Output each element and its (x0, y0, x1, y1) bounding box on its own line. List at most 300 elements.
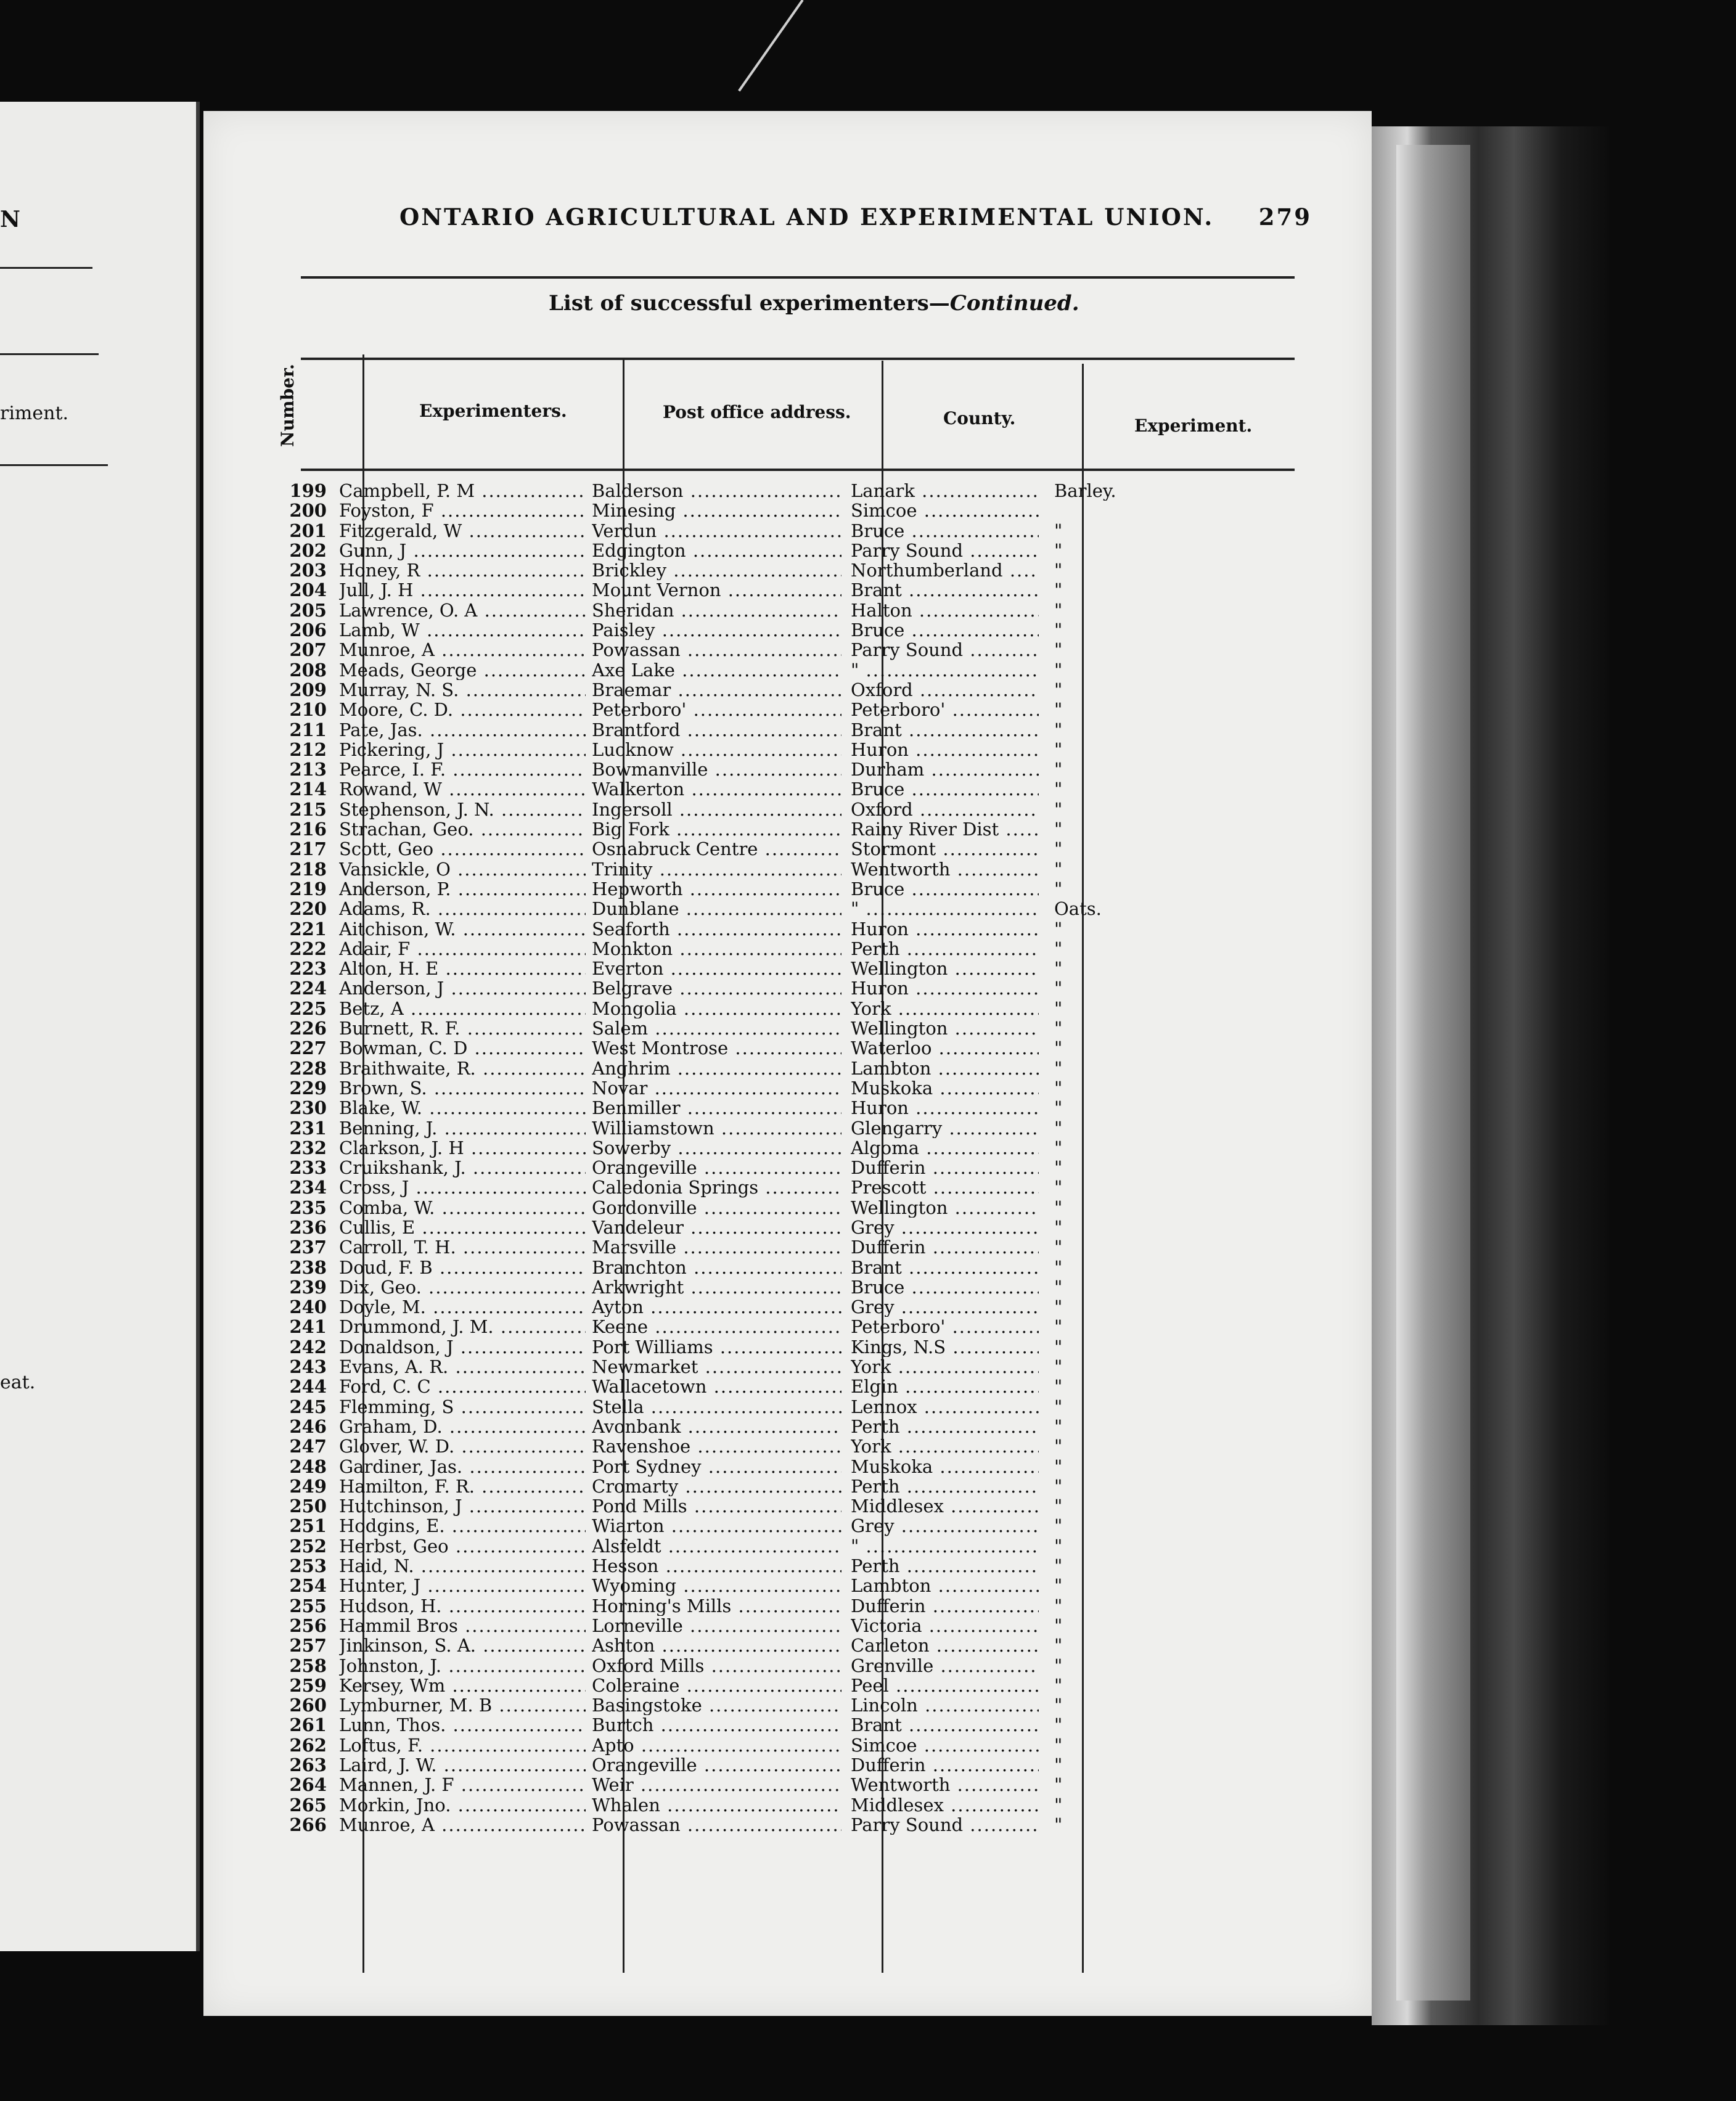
experiment: " (1054, 1038, 1063, 1059)
row-number: 199 (289, 481, 327, 501)
experiment: " (1054, 1735, 1063, 1755)
county: Muskoka ..... (851, 1457, 1039, 1476)
table-row (277, 1258, 1325, 1277)
experiment: " (1054, 620, 1063, 641)
post-office: Alsfeldt ..... (592, 1536, 841, 1556)
post-office: Salem ..... (592, 1018, 841, 1038)
row-number: 236 (289, 1217, 327, 1238)
experiment: " (1054, 1476, 1063, 1497)
table-row (277, 1457, 1325, 1476)
post-office: Cromarty ..... (592, 1476, 841, 1496)
row-number: 202 (289, 540, 327, 561)
county: Parry Sound ..... (851, 1815, 1039, 1835)
experimenter-name: Hammil Bros ..... (339, 1616, 586, 1636)
row-number: 208 (289, 660, 327, 680)
experimenter-name: Cruikshank, J. ..... (339, 1158, 586, 1177)
experiment: " (1054, 580, 1063, 600)
experimenter-name: Mannen, J. F ..... (339, 1775, 586, 1795)
experimenter-name: Kersey, Wm ..... (339, 1676, 586, 1695)
experiment: " (1054, 1396, 1063, 1417)
post-office: Wiarton ..... (592, 1516, 841, 1536)
post-office: Pond Mills ..... (592, 1496, 841, 1516)
post-office: Axe Lake ..... (592, 660, 841, 680)
experimenter-name: Alton, H. E ..... (339, 959, 586, 978)
experimenter-name: Burnett, R. F. ..... (339, 1018, 586, 1038)
county: Bruce ..... (851, 1277, 1039, 1297)
experimenter-name: Foyston, F ..... (339, 501, 586, 520)
post-office: Coleraine ..... (592, 1676, 841, 1695)
experiment: " (1054, 1775, 1063, 1795)
county: Bruce ..... (851, 879, 1039, 899)
column-header-post-office: Post office address. (663, 402, 851, 422)
table-row (277, 819, 1325, 839)
table-row (277, 560, 1325, 580)
post-office: Lucknow ..... (592, 740, 841, 760)
row-number: 255 (289, 1595, 327, 1616)
row-number: 204 (289, 580, 327, 600)
table-row (277, 600, 1325, 620)
experiment: " (1054, 600, 1063, 621)
post-office: Ingersoll ..... (592, 800, 841, 819)
county: Bruce ..... (851, 521, 1039, 541)
experiment: " (1054, 919, 1063, 939)
row-number: 216 (289, 819, 327, 840)
post-office: Monkton ..... (592, 939, 841, 959)
post-office: Keene ..... (592, 1317, 841, 1337)
row-number: 234 (289, 1177, 327, 1198)
county: Durham ..... (851, 760, 1039, 779)
county: Wellington ..... (851, 1018, 1039, 1038)
experimenter-name: Comba, W. ..... (339, 1198, 586, 1218)
experimenter-name: Gardiner, Jas. ..... (339, 1457, 586, 1476)
county: Waterloo ..... (851, 1038, 1039, 1058)
experimenter-name: Doyle, M. ..... (339, 1297, 586, 1317)
county: Halton ..... (851, 600, 1039, 620)
table-row (277, 939, 1325, 959)
table-top-rule (301, 358, 1295, 360)
post-office: Burtch ..... (592, 1715, 841, 1735)
post-office: Port Williams ..... (592, 1337, 841, 1357)
experiment: " (1054, 938, 1063, 959)
experimenter-name: Anderson, J ..... (339, 978, 586, 998)
county: Brant ..... (851, 1258, 1039, 1277)
table-row (277, 1098, 1325, 1118)
row-number: 254 (289, 1576, 327, 1596)
post-office: Stella ..... (592, 1397, 841, 1417)
county: Grenville ..... (851, 1656, 1039, 1676)
county: Glengarry ..... (851, 1118, 1039, 1138)
paper-crease (738, 0, 804, 92)
county: Parry Sound ..... (851, 541, 1039, 560)
experiment: " (1054, 1576, 1063, 1596)
county: Prescott ..... (851, 1177, 1039, 1197)
experiment: " (1054, 660, 1063, 680)
row-number: 233 (289, 1158, 327, 1178)
county: Perth ..... (851, 939, 1039, 959)
experimenter-name: Betz, A ..... (339, 999, 586, 1018)
post-office: Sowerby ..... (592, 1138, 841, 1158)
table-row (277, 760, 1325, 779)
experimenter-name: Honey, R ..... (339, 560, 586, 580)
experimenter-name: Hudson, H. ..... (339, 1596, 586, 1616)
county: Wentworth ..... (851, 1775, 1039, 1795)
county: Parry Sound ..... (851, 640, 1039, 660)
experiment: " (1054, 560, 1063, 581)
post-office: Apto ..... (592, 1735, 841, 1755)
row-number: 228 (289, 1058, 327, 1078)
row-number: 205 (289, 600, 327, 621)
post-office: Caledonia Springs ..... (592, 1177, 841, 1197)
table-row (277, 1436, 1325, 1456)
table-row (277, 1218, 1325, 1237)
book-page (203, 111, 1372, 2016)
experimenter-name: Benning, J. ..... (339, 1118, 586, 1138)
experiment: " (1054, 1257, 1063, 1277)
experimenter-name: Cullis, E ..... (339, 1218, 586, 1237)
county: Perth ..... (851, 1476, 1039, 1496)
table-row (277, 1695, 1325, 1715)
experiment: " (1054, 959, 1063, 979)
post-office: Marsville ..... (592, 1237, 841, 1257)
experiment: " (1054, 1416, 1063, 1437)
post-office: Walkerton ..... (592, 779, 841, 799)
row-number: 220 (289, 899, 327, 919)
experimenter-name: Hunter, J ..... (339, 1576, 586, 1595)
county: Victoria ..... (851, 1616, 1039, 1636)
table-row (277, 1397, 1325, 1417)
post-office: Powassan ..... (592, 1815, 841, 1835)
county: Wellington ..... (851, 959, 1039, 978)
post-office: Avonbank ..... (592, 1417, 841, 1436)
experiment: " (1054, 1118, 1063, 1138)
experiment: " (1054, 1177, 1063, 1198)
experiment: " (1054, 1516, 1063, 1536)
table-row (277, 1059, 1325, 1078)
post-office: Seaforth ..... (592, 919, 841, 939)
table-row (277, 700, 1325, 719)
experiment: " (1054, 1297, 1063, 1317)
county: Simcoe ..... (851, 501, 1039, 520)
experiment: " (1054, 1337, 1063, 1358)
county: Lennox ..... (851, 1397, 1039, 1417)
experimenter-name: Brown, S. ..... (339, 1078, 586, 1098)
row-number: 217 (289, 839, 327, 859)
left-rule-2 (0, 353, 99, 355)
experimenter-name: Graham, D. ..... (339, 1417, 586, 1436)
county: Huron ..... (851, 978, 1039, 998)
post-office: Wyoming ..... (592, 1576, 841, 1595)
table-row (277, 919, 1325, 939)
table-row (277, 640, 1325, 660)
table-row (277, 1795, 1325, 1815)
experiment: " (1054, 640, 1063, 660)
row-number: 211 (289, 719, 327, 740)
header-bottom-rule (301, 469, 1295, 471)
row-number: 264 (289, 1775, 327, 1795)
county: Simcoe ..... (851, 1735, 1039, 1755)
post-office: Powassan ..... (592, 640, 841, 660)
county: Bruce ..... (851, 620, 1039, 640)
table-row (277, 1596, 1325, 1616)
experiment: " (1054, 1755, 1063, 1775)
county: Huron ..... (851, 1098, 1039, 1118)
header-rule (301, 276, 1295, 279)
post-office: Ravenshoe ..... (592, 1436, 841, 1456)
county: Carleton ..... (851, 1636, 1039, 1655)
county: Lambton ..... (851, 1576, 1039, 1595)
left-page-fragment (0, 102, 200, 1951)
experimenters-table (277, 481, 1325, 1835)
experimenter-name: Drummond, J. M. ..... (339, 1317, 586, 1337)
county: Wentworth ..... (851, 859, 1039, 879)
post-office: Verdun ..... (592, 521, 841, 541)
table-row (277, 580, 1325, 600)
county: Grey ..... (851, 1218, 1039, 1237)
experiment: " (1054, 679, 1063, 700)
experiment: " (1054, 1137, 1063, 1158)
experiment: " (1054, 1615, 1063, 1636)
table-row (277, 541, 1325, 560)
post-office: Balderson ..... (592, 481, 841, 501)
table-row (277, 1775, 1325, 1795)
experimenter-name: Stephenson, J. N. ..... (339, 800, 586, 819)
table-row (277, 1516, 1325, 1536)
column-header-experiment: Experiment. (1134, 416, 1253, 436)
experimenter-name: Rowand, W ..... (339, 779, 586, 799)
table-row (277, 1357, 1325, 1377)
county: Rainy River Dist ..... (851, 819, 1039, 839)
post-office: Braemar ..... (592, 680, 841, 700)
page-number: 279 (1258, 203, 1312, 231)
experimenter-name: Adair, F ..... (339, 939, 586, 959)
table-row (277, 1576, 1325, 1595)
table-row (277, 1277, 1325, 1297)
county: Peel ..... (851, 1676, 1039, 1695)
county: Middlesex ..... (851, 1496, 1039, 1516)
table-row (277, 1815, 1325, 1835)
table-row (277, 680, 1325, 700)
experimenter-name: Munroe, A ..... (339, 1815, 586, 1835)
table-title-continued: Continued. (949, 291, 1079, 316)
experiment: " (1054, 1058, 1063, 1078)
table-row (277, 1676, 1325, 1695)
experimenter-name: Evans, A. R. ..... (339, 1357, 586, 1377)
left-page-text: riment. (0, 403, 69, 424)
table-row (277, 879, 1325, 899)
post-office: Novar ..... (592, 1078, 841, 1098)
county: Dufferin ..... (851, 1158, 1039, 1177)
row-number: 210 (289, 700, 327, 720)
row-number: 224 (289, 978, 327, 999)
left-rule-1 (0, 267, 92, 269)
experimenter-name: Pate, Jas. ..... (339, 720, 586, 740)
post-office: Peterboro' ..... (592, 700, 841, 719)
table-row (277, 740, 1325, 760)
post-office: Orangeville ..... (592, 1158, 841, 1177)
experimenter-name: Murray, N. S. ..... (339, 680, 586, 700)
experiment: " (1054, 1715, 1063, 1735)
row-number: 263 (289, 1755, 327, 1775)
post-office: Bowmanville ..... (592, 760, 841, 779)
row-number: 250 (289, 1496, 327, 1517)
row-number: 214 (289, 779, 327, 800)
county: Grey ..... (851, 1516, 1039, 1536)
post-office: Newmarket ..... (592, 1357, 841, 1377)
post-office: Sheridan ..... (592, 600, 841, 620)
county: Peterboro' ..... (851, 700, 1039, 719)
row-number: 200 (289, 501, 327, 521)
row-number: 251 (289, 1516, 327, 1536)
table-row (277, 859, 1325, 879)
table-row (277, 1317, 1325, 1337)
experimenter-name: Hodgins, E. ..... (339, 1516, 586, 1536)
header-title: ONTARIO AGRICULTURAL AND EXPERIMENTAL UNION. (399, 203, 1214, 231)
post-office: Minesing ..... (592, 501, 841, 520)
row-number: 207 (289, 640, 327, 660)
county: Northumberland ..... (851, 560, 1039, 580)
experimenter-name: Herbst, Geo ..... (339, 1536, 586, 1556)
table-row (277, 620, 1325, 640)
table-row (277, 978, 1325, 998)
row-number: 260 (289, 1695, 327, 1716)
experiment: " (1054, 978, 1063, 999)
post-office: Whalen ..... (592, 1795, 841, 1815)
experiment: " (1054, 998, 1063, 1019)
experimenter-name: Laird, J. W. ..... (339, 1755, 586, 1775)
experimenter-name: Munroe, A ..... (339, 640, 586, 660)
table-row (277, 1118, 1325, 1138)
table-row (277, 1018, 1325, 1038)
post-office: Williamstown ..... (592, 1118, 841, 1138)
table-row (277, 1158, 1325, 1177)
left-page-letter: N (0, 207, 20, 232)
post-office: Osnabruck Centre ..... (592, 839, 841, 859)
experiment: " (1054, 1317, 1063, 1337)
row-number: 225 (289, 998, 327, 1019)
left-page-text-lower: eat. (0, 1372, 36, 1393)
experiment: " (1054, 1675, 1063, 1696)
experiment: " (1054, 719, 1063, 740)
row-number: 266 (289, 1814, 327, 1835)
table-row (277, 1297, 1325, 1317)
county: Bruce ..... (851, 779, 1039, 799)
row-number: 244 (289, 1377, 327, 1397)
county: Grey ..... (851, 1297, 1039, 1317)
experimenter-name: Jinkinson, S. A. ..... (339, 1636, 586, 1655)
experiment: " (1054, 760, 1063, 780)
row-number: 247 (289, 1436, 327, 1457)
table-row (277, 1496, 1325, 1516)
experimenter-name: Flemming, S ..... (339, 1397, 586, 1417)
experiment: " (1054, 1795, 1063, 1815)
experimenter-name: Glover, W. D. ..... (339, 1436, 586, 1456)
table-row (277, 481, 1325, 501)
table-row (277, 1556, 1325, 1576)
experimenter-name: Pearce, I. F. ..... (339, 760, 586, 779)
post-office: Mount Vernon ..... (592, 580, 841, 600)
experimenter-name: Vansickle, O ..... (339, 859, 586, 879)
experiment: " (1054, 839, 1063, 859)
experimenter-name: Cross, J ..... (339, 1177, 586, 1197)
county: Perth ..... (851, 1417, 1039, 1436)
row-number: 215 (289, 799, 327, 820)
post-office: Brickley ..... (592, 560, 841, 580)
row-number: 246 (289, 1416, 327, 1437)
table-row (277, 1198, 1325, 1218)
row-number: 232 (289, 1137, 327, 1158)
row-number: 227 (289, 1038, 327, 1059)
post-office: Paisley ..... (592, 620, 841, 640)
post-office: Weir ..... (592, 1775, 841, 1795)
row-number: 235 (289, 1197, 327, 1218)
experimenter-name: Clarkson, J. H ..... (339, 1138, 586, 1158)
table-row (277, 999, 1325, 1018)
left-rule-3 (0, 464, 108, 466)
experiment: " (1054, 1217, 1063, 1238)
experimenter-name: Ford, C. C ..... (339, 1377, 586, 1396)
experimenter-name: Adams, R. ..... (339, 899, 586, 919)
county: Brant ..... (851, 720, 1039, 740)
county: York ..... (851, 1357, 1039, 1377)
row-number: 212 (289, 739, 327, 760)
row-number: 223 (289, 959, 327, 979)
experiment: " (1054, 700, 1063, 720)
row-number: 245 (289, 1396, 327, 1417)
post-office: Big Fork ..... (592, 819, 841, 839)
experimenter-name: Anderson, P. ..... (339, 879, 586, 899)
experimenter-name: Morkin, Jno. ..... (339, 1795, 586, 1815)
county: Oxford ..... (851, 800, 1039, 819)
county: Oxford ..... (851, 680, 1039, 700)
row-number: 230 (289, 1098, 327, 1118)
row-number: 238 (289, 1257, 327, 1277)
post-office: Trinity ..... (592, 859, 841, 879)
experimenter-name: Johnston, J. ..... (339, 1656, 586, 1676)
county: Stormont ..... (851, 839, 1039, 859)
experimenter-name: Haid, N. ..... (339, 1556, 586, 1576)
experimenter-name: Lymburner, M. B ..... (339, 1695, 586, 1715)
experimenter-name: Strachan, Geo. ..... (339, 819, 586, 839)
post-office: Ayton ..... (592, 1297, 841, 1317)
table-row (277, 1476, 1325, 1496)
table-row (277, 1755, 1325, 1775)
county: Algoma ..... (851, 1138, 1039, 1158)
row-number: 203 (289, 560, 327, 581)
experiment: " (1054, 1496, 1063, 1517)
table-row (277, 1616, 1325, 1636)
post-office: Gordonville ..... (592, 1198, 841, 1218)
table-row (277, 720, 1325, 740)
experiment: " (1054, 878, 1063, 899)
county: " ..... (851, 660, 1039, 680)
column-header-county: County. (943, 408, 1016, 428)
county: " ..... (851, 899, 1039, 919)
post-office: Benmiller ..... (592, 1098, 841, 1118)
post-office: Everton ..... (592, 959, 841, 978)
experimenter-name: Gunn, J ..... (339, 541, 586, 560)
county: Middlesex ..... (851, 1795, 1039, 1815)
experiment: " (1054, 1098, 1063, 1118)
row-number: 256 (289, 1615, 327, 1636)
county: Dufferin ..... (851, 1596, 1039, 1616)
table-row (277, 1078, 1325, 1098)
post-office: Dunblane ..... (592, 899, 841, 919)
experimenter-name: Fitzgerald, W ..... (339, 521, 586, 541)
row-number: 249 (289, 1476, 327, 1497)
experimenter-name: Loftus, F. ..... (339, 1735, 586, 1755)
experiment: " (1054, 1158, 1063, 1178)
row-number: 240 (289, 1297, 327, 1317)
